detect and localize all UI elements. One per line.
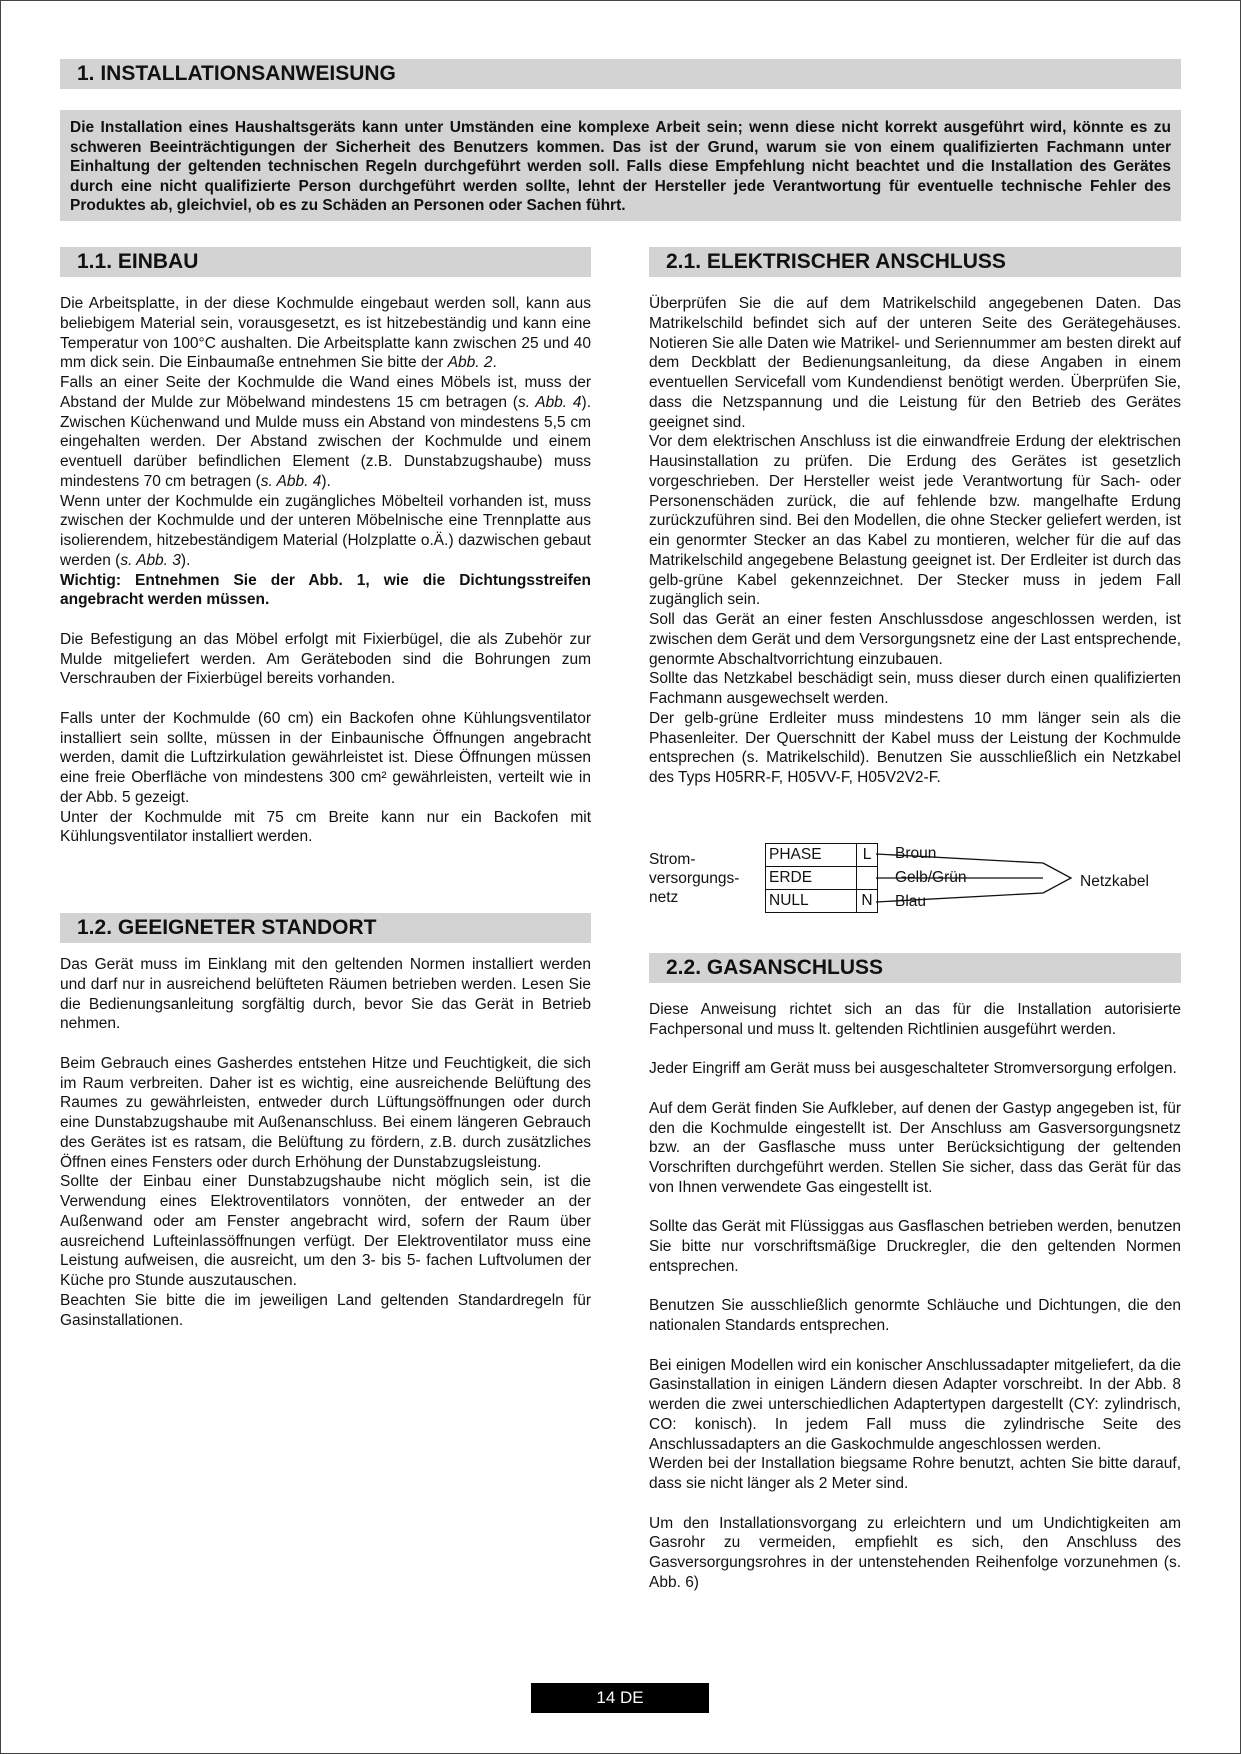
cable-label: Netzkabel [1080,873,1149,890]
supply-label-line-1: Strom- [649,851,696,868]
paragraph: Diese Anweisung richtet sich an das für die Installation autorisierte Fachpersonal und muss lt. geltenden Richtlinien ausgeführt werden. [649,1001,1181,1038]
paragraph: Werden bei der Installation biegsame Rohre benutzt, achten Sie bitte darauf, dass sie nicht länger als 2 Meter sind. [649,1455,1181,1492]
paragraph: Soll das Gerät an einer festen Anschlussdose angeschlossen werden, ist zwischen dem Gerät und dem Versorgungsnetz eine der Last entsprechende, genormte Abschaltvorrichtung einzubauen. [649,611,1181,668]
section-einbau-body [60,294,591,847]
figure-reference: s. Abb. 3 [120,551,181,569]
paragraph: Überprüfen Sie die auf dem Matrikelschild angegebenen Daten. Das Matrikelschild befindet sich auf der unteren Seite des Gerätegehäuses. Notieren Sie alle Daten wie Matrikel- und Seriennummer am besten direkt auf dem Deckblatt der Bedienungsanleitung, da diese Angaben in einem eventuellen Servicefall vom Kundendienst benötigt werden. Überprüfen Sie, dass die Netzspannung und die Leistung für den Betrieb des Gerätes geeignet sind. [649,295,1181,431]
paragraph: Sollte das Netzkabel beschädigt sein, muss dieser durch einen qualifizierten Fachmann ausgewechselt werden. [649,670,1181,707]
wire-color-label: Broun [895,845,937,862]
paragraph: Falls an einer Seite der Kochmulde die Wand eines Möbels ist, muss der Abstand der Mulde zur Möbelwand mindestens 15 cm betragen (s. Abb. 4). Zwischen Küchenwand und Mulde muss ein Abstand von mindestens 5,5 cm eingehalten werden. Der Abstand zwischen der Kochmulde und einem eventuell darüber befindlichen Element (z.B. Dunstabzugshaube) muss mindestens 70 cm betragen (s. Abb. 4). [60,374,591,490]
paragraph: Unter der Kochmulde mit 75 cm Breite kann nur ein Backofen mit Kühlungsventilator installiert werden. [60,808,591,846]
paragraph: Falls unter der Kochmulde (60 cm) ein Backofen ohne Kühlungsventilator installiert sein sollte, müssen in der Einbaunische Öffnungen angebracht werden, damit die Luftzirkulation gewährleistet ist. Diese Öffnungen müssen eine freie Oberfläche von mindestens 300 cm² gewährleisten, verteilt wie in der Abb. 5 gezeigt. [60,709,591,806]
section-heading-elektrischer-anschluss: 2.1. ELEKTRISCHER ANSCHLUSS [649,247,1181,277]
page-title: 1. INSTALLATIONSANWEISUNG [60,59,1181,89]
paragraph: Beachten Sie bitte die im jeweiligen Land geltenden Standardregeln für Gasinstallationen. [60,1291,591,1329]
paragraph: Beim Gebrauch eines Gasherdes entstehen Hitze und Feuchtigkeit, die sich im Raum verbreiten. Daher ist es wichtig, eine ausreichende Belüftung des Raumes zu gewährleisten, entweder durch Lüftungsöffnungen oder durch eine Dunstabzugshaube mit Außenanschluss. Bei einem längeren Gebrauch des Gerätes ist es ratsam, die Belüftung zu fördern, z.B. durch zusätzliches Öffnen eines Fensters oder durch Erhöhung der Dunstabzugsleistung. [60,1054,591,1171]
paragraph: Auf dem Gerät finden Sie Aufkleber, auf denen der Gastyp angegeben ist, für den die Kochmulde eingestellt ist. Der Anschluss am Gasversorgungsnetz bzw. an der Gasflasche muss unter Berücksichtigung der geltenden Vorschriften durchgeführt werden. Stellen Sie sicher, dass das Gerät für das von Ihnen verwendete Gas eingestellt ist. [649,1099,1181,1196]
terminal-code: L [857,844,878,867]
paragraph: Wenn unter der Kochmulde ein zugängliches Möbelteil vorhanden ist, muss zwischen der Kochmulde und der unteren Möbelnische eine Trennplatte aus isolierendem, hitzebeständigem Material (Holzplatte o.Ä.) dazwischen gebaut werden (s. Abb. 3). [60,492,591,569]
terminal-name: PHASE [766,844,857,867]
terminal-name: NULL [766,890,857,913]
terminal-code: N [857,890,878,913]
section-heading-standort: 1.2. GEEIGNETER STANDORT [60,913,591,943]
paragraph: Der gelb-grüne Erdleiter muss mindestens 10 mm länger sein als die Phasenleiter. Der Querschnitt der Kabel muss der Leistung der Kochmulde entsprechen (s. Matrikelschild). Benutzen Sie ausschließlich ein Netzkabel des Typs H05RR-F, H05VV-F, H05V2V2-F. [649,709,1181,786]
paragraph: Vor dem elektrischen Anschluss ist die einwandfreie Erdung der elektrischen Hausinstallation zu prüfen. Die Erdung des Gerätes ist gesetzlich vorgeschrieben. Der Hersteller weist jede Verantwortung für Sach- oder Personenschäden zurück, die auf fehlende bzw. mangelhafte Erdung zurückzuführen sind. Bei den Modellen, die ohne Stecker geliefert werden, ist ein genormter Stecker an das Kabel zu montieren, welcher für die auf das Matrikelschild angegebene Belastung geeignet ist. Der Erdleiter ist durch das gelb-grüne Kabel gekennzeichnet. Der Stecker muss in jedem Fall zugänglich sein. [649,433,1181,609]
paragraph: Sollte das Gerät mit Flüssiggas aus Gasflaschen betrieben werden, benutzen Sie bitte nur vorschriftsmäßige Druckregler, die den geltenden Normen entsprechen. [649,1218,1181,1275]
page-number: 14 DE [531,1683,709,1713]
important-note: Wichtig: Entnehmen Sie der Abb. 1, wie die Dichtungsstreifen angebracht werden müssen. [60,571,591,609]
figure-reference: Abb. 2 [447,354,493,372]
section-gas-body [649,1000,1181,1593]
paragraph: Bei einigen Modellen wird ein konischer Anschlussadapter mitgeliefert, da die Gasinstallation in einigen Ländern diesen Adapter vorschreibt. In der Abb. 8 werden die zwei unterschiedlichen Adaptertypen dargestellt (CY: zylindrisch, CO: konisch). In jedem Fall muss die zylindrische Seite des Anschlussadapters an die Gaskochmulde angeschlossen werden. [649,1356,1181,1453]
wire-color-label: Blau [895,893,927,910]
paragraph: Benutzen Sie ausschließlich genormte Schläuche und Dichtungen, die den nationalen Standards entsprechen. [649,1297,1181,1334]
figure-reference: s. Abb. 4 [517,393,582,411]
section-standort-body [60,955,591,1330]
paragraph: Das Gerät muss im Einklang mit den geltenden Normen installiert werden und darf nur in ausreichend belüfteten Räumen betrieben werden. Lesen Sie die Bedienungsanleitung sorgfältig durch, bevor Sie das Gerät in Betrieb nehmen. [60,956,591,1033]
section-heading-gasanschluss: 2.2. GASANSCHLUSS [649,953,1181,983]
supply-label-line-2: versorgungs- [649,870,740,887]
intro-warning-box: Die Installation eines Haushaltsgeräts kann unter Umständen eine komplexe Arbeit sein; wenn diese nicht korrekt ausgeführt wird, könnte es zu schweren Beeinträchtigungen der Sicherheit des Benutzers kommen. Das ist der Grund, warum sie von einem qualifizierten Fachmann unter Einhaltung der geltenden technischen Regeln durchgeführt werden soll. Falls diese Empfehlung nicht beachtet und die Installation des Gerätes durch eine nicht qualifizierte Person durchgeführt werden sollte, lehnt der Hersteller jede Verantwortung für eventuelle technische Fehler des Produktes ab, gleichviel, ob es zu Schäden an Personen oder Sachen führt. [60,110,1181,221]
paragraph: Die Arbeitsplatte, in der diese Kochmulde eingebaut werden soll, kann aus beliebigem Material sein, vorausgesetzt, es ist hitzebeständig und kann eine Temperatur von 100°C aushalten. Die Arbeitsplatte kann zwischen 25 und 40 mm dick sein. Die Einbaumaße entnehmen Sie bitte der Abb. 2. [60,295,591,372]
section-heading-einbau: 1.1. EINBAU [60,247,591,277]
cable-junction [1043,863,1071,893]
paragraph: Um den Installationsvorgang zu erleichtern und um Undichtigkeiten am Gasrohr zu vermeiden, empfiehlt es sich, den Anschluss des Gasversorgungsrohres in der untenstehenden Reihenfolge vorzunehmen (s. Abb. 6) [649,1514,1181,1591]
paragraph: Die Befestigung an das Möbel erfolgt mit Fixierbügel, die als Zubehör zur Mulde mitgeliefert werden. Am Geräteboden sind die Bohrungen zum Verschrauben der Fixierbügel bereits vorhanden. [60,630,591,688]
terminal-name: ERDE [766,867,857,890]
wiring-diagram [649,840,1169,920]
paragraph: Sollte der Einbau einer Dunstabzugshaube nicht möglich sein, ist die Verwendung eines Elektroventilators vonnöten, der entweder an der Außenwand oder am Fenster angebracht wird, sofern der Raum über ausreichend Lufteinlassöffnungen verfügt. Der Elektroventilator muss eine Leistung aufweisen, die ausreicht, um den 3- bis 5- fachen Luftvolumen der Küche pro Stunde auszutauschen. [60,1173,591,1289]
section-elektrisch-body [649,294,1181,788]
figure-reference: s. Abb. 4 [260,472,322,490]
supply-label-line-3: netz [649,889,679,906]
paragraph: Jeder Eingriff am Gerät muss bei ausgeschalteter Stromversorgung erfolgen. [649,1060,1177,1078]
wire-color-label: Gelb/Grün [895,869,967,886]
